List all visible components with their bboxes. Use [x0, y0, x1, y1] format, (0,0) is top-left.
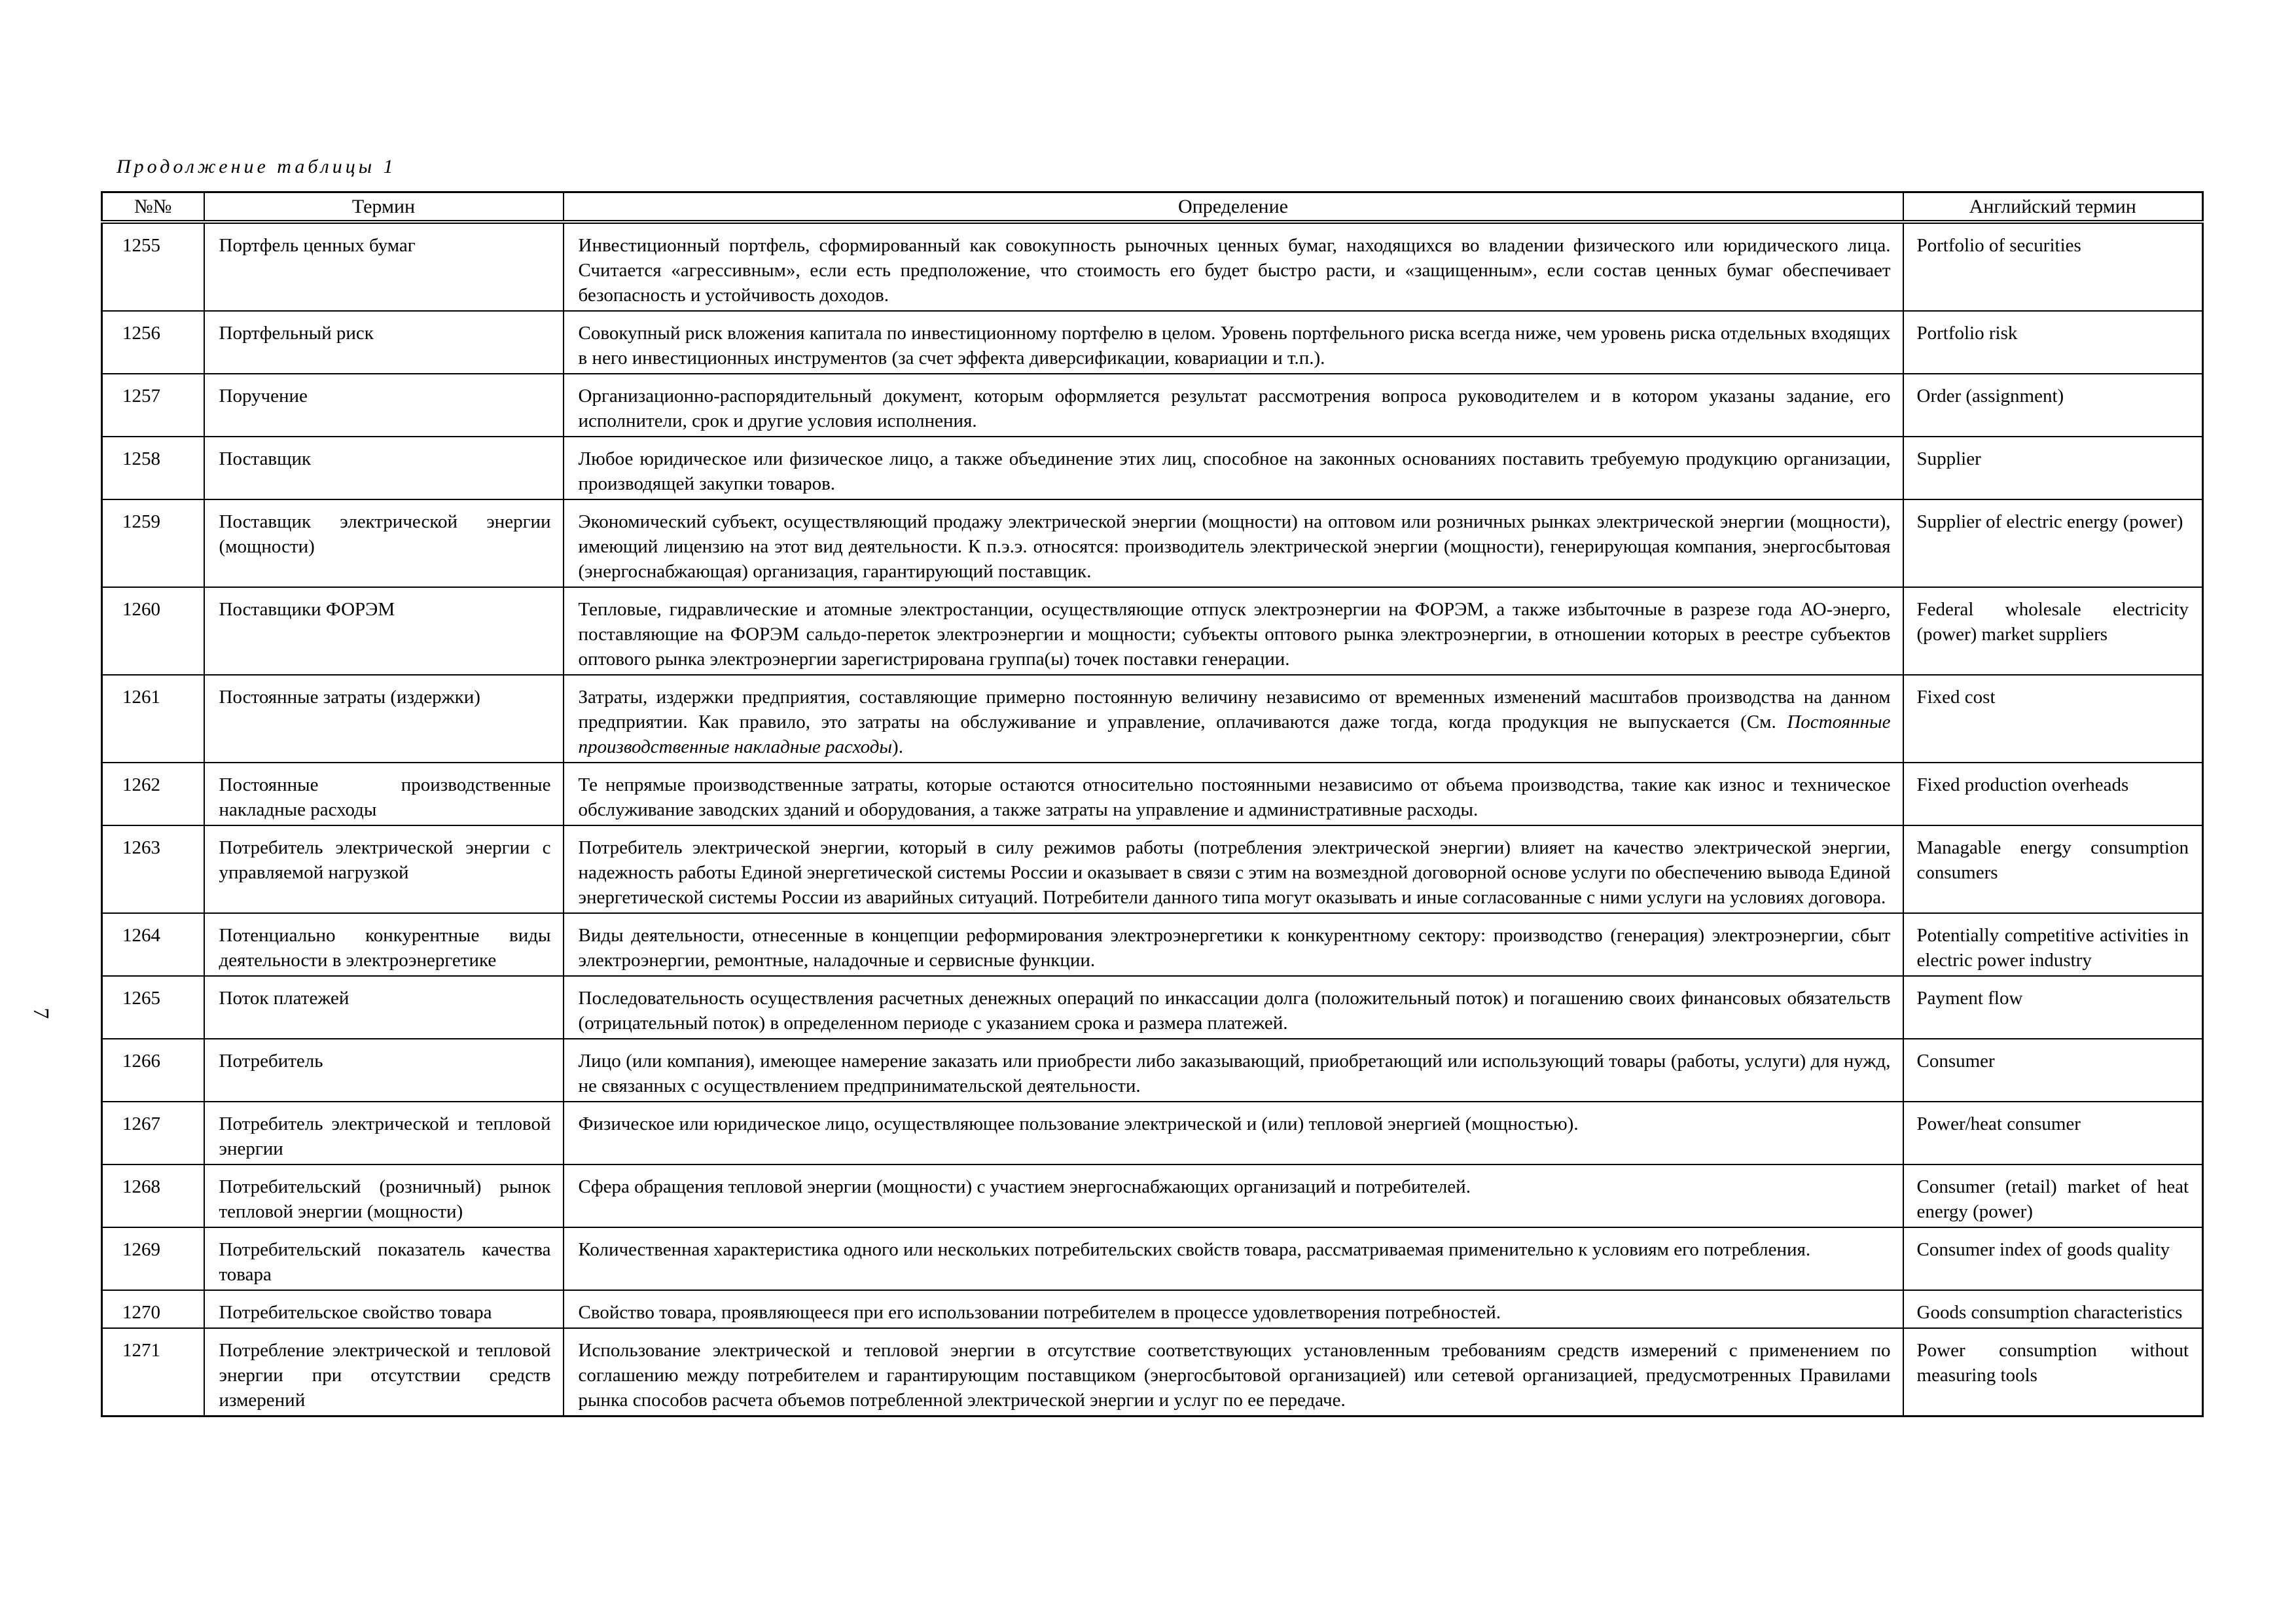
row-definition: Совокупный риск вложения капитала по инвестиционному портфелю в целом. Уровень портфельного риска всегда ниже, чем уровень риска отдельных входящих в него инвестиционных инструментов (за счет эффекта диверсификации, ковариации и т.п.). [564, 311, 1903, 374]
definition-text-end: ). [892, 736, 903, 757]
row-english-term: Managable energy consumption consumers [1903, 825, 2203, 913]
row-english-term: Portfolio risk [1903, 311, 2203, 374]
row-definition: Потребитель электрической энергии, который в силу режимов работы (потребления электрической энергии) влияет на качество электрической энергии, надежность работы Единой энергетической системы России и оказывает в связи с этим на возмездной договорной основе услуги по обеспечению вывода Единой энергетической системы России из аварийных ситуаций. Потребители данного типа могут оказывать и иные согласованные с ними услуги на условиях договора. [564, 825, 1903, 913]
row-term: Потребитель электрической и тепловой энергии [204, 1102, 564, 1164]
table-row [102, 222, 2203, 311]
row-number: 1269 [102, 1227, 204, 1290]
table-row [102, 976, 2203, 1039]
row-term: Постоянные затраты (издержки) [204, 675, 564, 763]
row-english-term: Fixed production overheads [1903, 763, 2203, 825]
row-term: Потребитель [204, 1039, 564, 1102]
row-term: Поток платежей [204, 976, 564, 1039]
row-definition: Организационно-распорядительный документ, которым оформляется результат рассмотрения вопроса руководителем и в котором указаны задание, его исполнители, срок и другие условия исполнения. [564, 374, 1903, 437]
table-row [102, 1227, 2203, 1290]
row-english-term: Potentially competitive activities in electric power industry [1903, 913, 2203, 976]
row-term: Поставщики ФОРЭМ [204, 587, 564, 675]
table-row [102, 374, 2203, 437]
row-definition: Физическое или юридическое лицо, осуществляющее пользование электрической и (или) тепловой энергией (мощностью). [564, 1102, 1903, 1164]
row-english-term: Consumer (retail) market of heat energy (power) [1903, 1164, 2203, 1227]
row-english-term: Consumer [1903, 1039, 2203, 1102]
row-definition: Виды деятельности, отнесенные в концепции реформирования электроэнергетики к конкурентному сектору: производство (генерация) электроэнергии, сбыт электроэнергии, ремонтные, наладочные и сервисные функции. [564, 913, 1903, 976]
row-definition: Количественная характеристика одного или нескольких потребительских свойств товара, рассматриваемая применительно к условиям его потребления. [564, 1227, 1903, 1290]
row-number: 1261 [102, 675, 204, 763]
table-row [102, 1164, 2203, 1227]
row-number: 1256 [102, 311, 204, 374]
glossary-table [101, 191, 2204, 1417]
row-english-term: Consumer index of goods quality [1903, 1227, 2203, 1290]
row-definition [564, 675, 1903, 763]
table-row [102, 1102, 2203, 1164]
table-caption: Продолжение таблицы 1 [117, 156, 397, 177]
row-english-term: Order (assignment) [1903, 374, 2203, 437]
table-row [102, 499, 2203, 587]
row-english-term: Federal wholesale electricity (power) market suppliers [1903, 587, 2203, 675]
row-english-term: Fixed cost [1903, 675, 2203, 763]
table-row [102, 437, 2203, 499]
header-term: Термин [204, 192, 564, 223]
table-row [102, 825, 2203, 913]
table-row [102, 587, 2203, 675]
row-definition: Те непрямые производственные затраты, которые остаются относительно постоянными независимо от объема производства, такие как износ и техническое обслуживание заводских зданий и оборудования, а также затраты на управление и административные расходы. [564, 763, 1903, 825]
row-number: 1259 [102, 499, 204, 587]
row-number: 1268 [102, 1164, 204, 1227]
row-english-term: Power consumption without measuring tools [1903, 1328, 2203, 1416]
row-term: Потребитель электрической энергии с управляемой нагрузкой [204, 825, 564, 913]
row-number: 1267 [102, 1102, 204, 1164]
row-number: 1265 [102, 976, 204, 1039]
definition-cross-reference: Постоянные производственные накладные расходы [578, 712, 1891, 757]
row-definition: Тепловые, гидравлические и атомные электростанции, осуществляющие отпуск электроэнергии на ФОРЭМ, а также избыточные в разрезе года АО-энерго, поставляющие на ФОРЭМ сальдо-переток электроэнергии и мощности; субъекты оптового рынка электроэнергии, в отношении которых в реестре субъектов оптового рынка электроэнергии зарегистрирована группа(ы) точек поставки генерации. [564, 587, 1903, 675]
header-english-term: Английский термин [1903, 192, 2203, 223]
row-term: Портфель ценных бумаг [204, 222, 564, 311]
row-term: Портфельный риск [204, 311, 564, 374]
row-term: Потребительский показатель качества товара [204, 1227, 564, 1290]
row-number: 1270 [102, 1290, 204, 1328]
row-english-term: Power/heat consumer [1903, 1102, 2203, 1164]
row-number: 1266 [102, 1039, 204, 1102]
row-definition: Экономический субъект, осуществляющий продажу электрической энергии (мощности) на оптовом или розничных рынках электрической энергии (мощности), имеющий лицензию на этот вид деятельности. К п.э.э. относятся: производитель электрической энергии (мощности), генерирующая компания, энергосбытовая (энергоснабжающая) организация, гарантирующий поставщик. [564, 499, 1903, 587]
table-header-row [102, 192, 2203, 223]
row-definition: Инвестиционный портфель, сформированный как совокупность рыночных ценных бумаг, находящихся во владении физического или юридического лица. Считается «агрессивным», если есть предположение, что стоимость его будет быстро расти, и «защищенным», если состав ценных бумаг обеспечивает безопасность и устойчивость доходов. [564, 222, 1903, 311]
row-english-term: Payment flow [1903, 976, 2203, 1039]
row-definition: Лицо (или компания), имеющее намерение заказать или приобрести либо заказывающий, приобретающий или использующий товары (работы, услуги) для нужд, не связанных с осуществлением предпринимательской деятельности. [564, 1039, 1903, 1102]
row-number: 1271 [102, 1328, 204, 1416]
table-row [102, 1039, 2203, 1102]
row-definition: Последовательность осуществления расчетных денежных операций по инкассации долга (положительный поток) и погашению своих финансовых обязательств (отрицательный поток) в определенном периоде с указанием срока и размера платежей. [564, 976, 1903, 1039]
row-english-term: Portfolio of securities [1903, 222, 2203, 311]
row-number: 1262 [102, 763, 204, 825]
row-english-term: Supplier [1903, 437, 2203, 499]
table-row [102, 1328, 2203, 1416]
row-term: Потенциально конкурентные виды деятельности в электроэнергетике [204, 913, 564, 976]
table-row [102, 1290, 2203, 1328]
row-term: Потребительское свойство товара [204, 1290, 564, 1328]
row-term: Потребление электрической и тепловой энергии при отсутствии средств измерений [204, 1328, 564, 1416]
row-number: 1264 [102, 913, 204, 976]
table-row [102, 913, 2203, 976]
row-number: 1263 [102, 825, 204, 913]
row-term: Потребительский (розничный) рынок тепловой энергии (мощности) [204, 1164, 564, 1227]
row-term: Поставщик электрической энергии (мощности) [204, 499, 564, 587]
row-number: 1257 [102, 374, 204, 437]
header-number: №№ [102, 192, 204, 223]
table-row [102, 311, 2203, 374]
row-definition: Любое юридическое или физическое лицо, а также объединение этих лиц, способное на законных основаниях поставить требуемую продукцию организации, производящей закупки товаров. [564, 437, 1903, 499]
row-term: Постоянные производственные накладные расходы [204, 763, 564, 825]
page-number: 7 [29, 1007, 53, 1019]
row-term: Поставщик [204, 437, 564, 499]
row-definition: Использование электрической и тепловой энергии в отсутствие соответствующих установленным требованиям средств измерений с применением по соглашению между потребителем и гарантирующим поставщиком (энергосбытовой организацией) или сетевой организацией, предусмотренных Правилами рынка способов расчета объемов потребленной электрической энергии и услуг по ее передаче. [564, 1328, 1903, 1416]
row-definition: Сфера обращения тепловой энергии (мощности) с участием энергоснабжающих организаций и потребителей. [564, 1164, 1903, 1227]
table-row [102, 763, 2203, 825]
definition-text: Затраты, издержки предприятия, составляющие примерно постоянную величину независимо от временных изменений масштабов производства на данном предприятии. Как правило, это затраты на обслуживание и управление, оплачиваются даже тогда, когда продукция не выпускается (См. [578, 687, 1891, 732]
header-definition: Определение [564, 192, 1903, 223]
row-definition: Свойство товара, проявляющееся при его использовании потребителем в процессе удовлетворения потребностей. [564, 1290, 1903, 1328]
row-english-term: Supplier of electric energy (power) [1903, 499, 2203, 587]
table-row [102, 675, 2203, 763]
row-number: 1258 [102, 437, 204, 499]
row-term: Поручение [204, 374, 564, 437]
row-english-term: Goods consumption characteristics [1903, 1290, 2203, 1328]
row-number: 1260 [102, 587, 204, 675]
row-number: 1255 [102, 222, 204, 311]
